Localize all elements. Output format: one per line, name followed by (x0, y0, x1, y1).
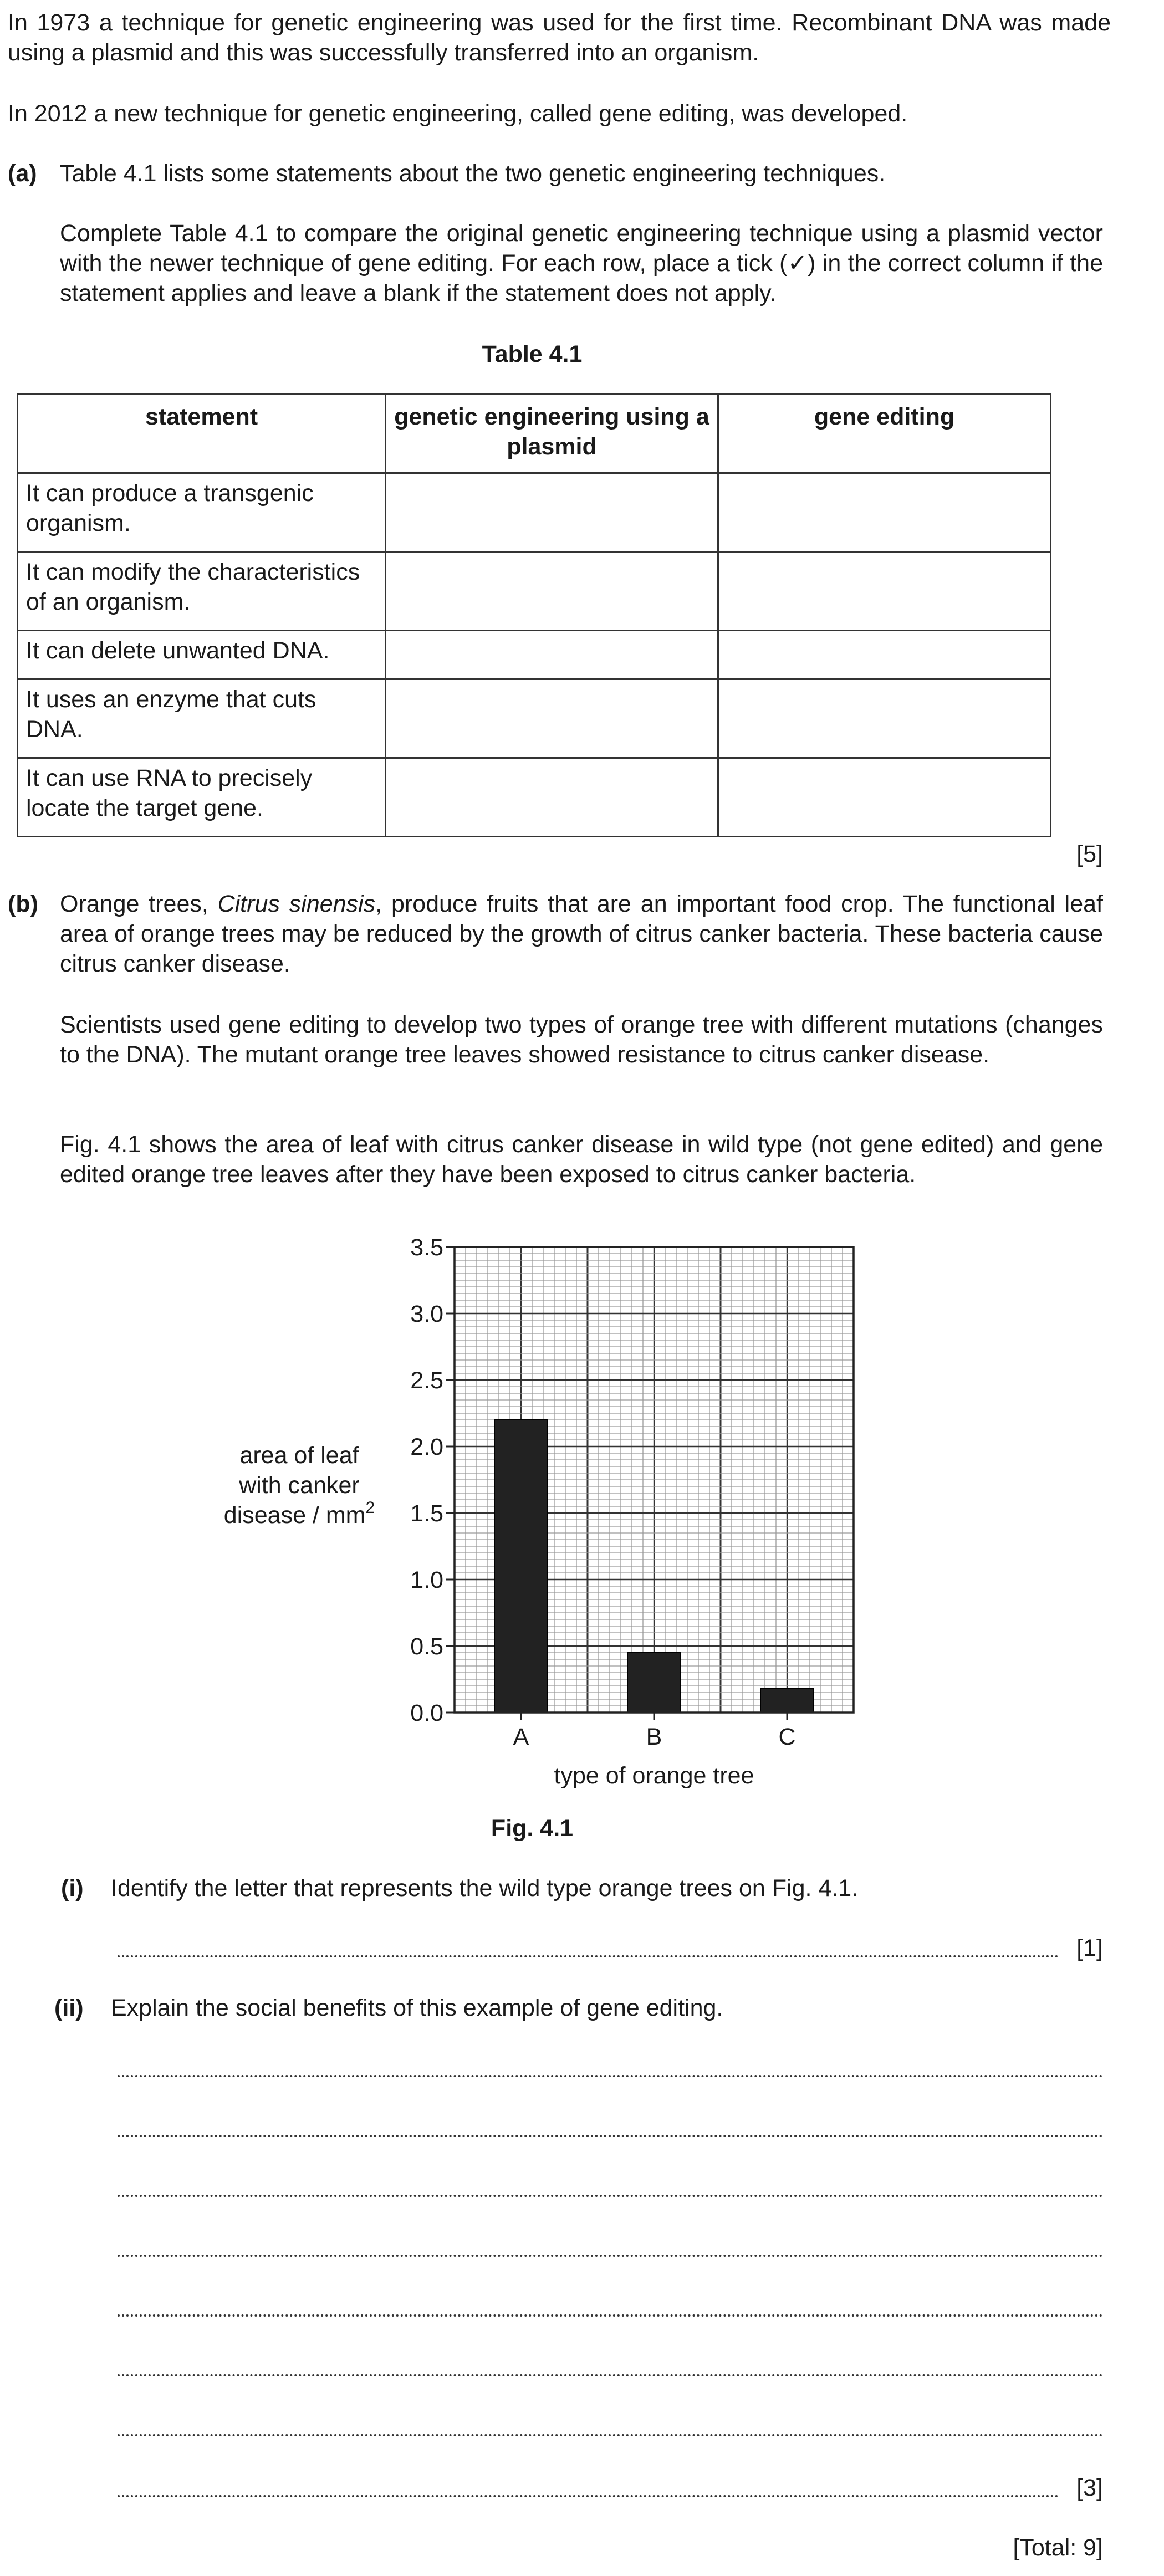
bar-chart (211, 1225, 887, 1790)
answer-line-ii[interactable] (118, 2412, 1103, 2442)
comparison-table (17, 393, 1051, 837)
chart-x-ticks (513, 1713, 796, 1750)
answer-cell-plasmid[interactable] (386, 679, 718, 758)
y-tick-label: 0.0 (410, 1700, 443, 1726)
intro-paragraph-2: In 2012 a new technique for genetic engineering, called gene editing, was developed. (8, 100, 908, 127)
answer-line-ii[interactable] (118, 2473, 1103, 2503)
question-i-label: (i) (61, 1875, 84, 1902)
y-tick-label: 0.5 (410, 1633, 443, 1660)
x-tick-label: B (646, 1724, 662, 1750)
answer-line-ii[interactable] (118, 2292, 1103, 2322)
answer-line-ii[interactable] (118, 2352, 1103, 2382)
y-tick-label: 1.0 (410, 1567, 443, 1593)
intro-paragraph-1: In 1973 a technique for genetic engineering was used for the first time. Recombinant DNA was made using a plasmid and this was successfully transferred into an organism. (8, 9, 1111, 66)
part-a-instruction: Complete Table 4.1 to compare the original genetic engineering technique using a plasmid vector with the newer technique of gene editing. For each row, place a tick (✓) in the correct column if the statement applies and leave a blank if the statement does not apply. (60, 220, 1103, 306)
header-statement: statement (18, 395, 386, 473)
x-tick-label: A (513, 1724, 529, 1750)
header-plasmid: genetic engineering using a plasmid (386, 395, 718, 473)
row-statement: It can modify the characteristics of an organism. (18, 552, 386, 631)
part-b-paragraph-1 (60, 889, 1103, 979)
chart-y-ticks (410, 1234, 455, 1726)
x-tick-label: C (778, 1724, 796, 1750)
question-ii-text: Explain the social benefits of this example of gene editing. (111, 1995, 723, 2021)
answer-cell-gene-editing[interactable] (718, 473, 1051, 552)
row-statement: It uses an enzyme that cuts DNA. (18, 679, 386, 758)
y-tick-label: 1.5 (410, 1500, 443, 1527)
answer-cell-gene-editing[interactable] (718, 758, 1051, 837)
answer-cell-plasmid[interactable] (386, 758, 718, 837)
x-axis-label: type of orange tree (554, 1762, 754, 1789)
table-caption: Table 4.1 (482, 341, 583, 367)
y-tick-label: 3.5 (410, 1234, 443, 1261)
part-b-label: (b) (8, 891, 38, 917)
header-gene-editing: gene editing (718, 395, 1051, 473)
question-ii-marks: [3] (1076, 2475, 1103, 2501)
figure-caption: Fig. 4.1 (491, 1815, 574, 1842)
answer-line-ii[interactable] (118, 2053, 1103, 2083)
answer-cell-gene-editing[interactable] (718, 679, 1051, 758)
part-b-paragraph-2: Scientists used gene editing to develop two types of orange tree with different mutations (changes to the DNA). The mutant orange tree leaves showed resistance to citrus canker disease. (60, 1011, 1103, 1068)
total-marks: [Total: 9] (1013, 2534, 1103, 2561)
answer-cell-gene-editing[interactable] (718, 552, 1051, 631)
row-statement: It can produce a transgenic organism. (18, 473, 386, 552)
part-a-marks: [5] (1076, 841, 1103, 867)
part-a-lead: Table 4.1 lists some statements about the two genetic engineering techniques. (60, 160, 886, 187)
answer-cell-plasmid[interactable] (386, 631, 718, 679)
part-a-label: (a) (8, 160, 37, 187)
question-i-marks: [1] (1076, 1935, 1103, 1961)
part-b-paragraph-3: Fig. 4.1 shows the area of leaf with citrus canker disease in wild type (not gene edited) and gene edited orange tree leaves after they have been exposed to citrus canker bacteria. (60, 1131, 1103, 1188)
p1-pre: Orange trees, (60, 891, 218, 917)
row-statement: It can delete unwanted DNA. (18, 631, 386, 679)
y-axis-label: area of leaf with canker disease / $mm^2$ (223, 1442, 375, 1529)
bar-A (494, 1420, 548, 1713)
p1-post: , produce fruits that are an important food crop. The functional leaf area of orange trees may be reduced by the growth of citrus canker bacteria. These bacteria cause citrus canker disease. (60, 891, 1103, 977)
y-tick-label: 2.0 (410, 1434, 443, 1460)
row-statement: It can use RNA to precisely locate the target gene. (18, 758, 386, 837)
question-i-text: Identify the letter that represents the wild type orange trees on Fig. 4.1. (111, 1875, 859, 1902)
answer-cell-plasmid[interactable] (386, 473, 718, 552)
answer-line-ii[interactable] (118, 2232, 1103, 2262)
question-ii-label: (ii) (54, 1995, 84, 2021)
bar-C (760, 1689, 814, 1713)
answer-line-i[interactable] (118, 1933, 1103, 1963)
answer-line-ii[interactable] (118, 2173, 1103, 2202)
answer-cell-gene-editing[interactable] (718, 631, 1051, 679)
y-tick-label: 3.0 (410, 1301, 443, 1327)
answer-cell-plasmid[interactable] (386, 552, 718, 631)
bar-B (627, 1653, 681, 1713)
y-tick-label: 2.5 (410, 1367, 443, 1394)
species-name: Citrus sinensis (217, 891, 376, 917)
answer-line-ii[interactable] (118, 2113, 1103, 2143)
